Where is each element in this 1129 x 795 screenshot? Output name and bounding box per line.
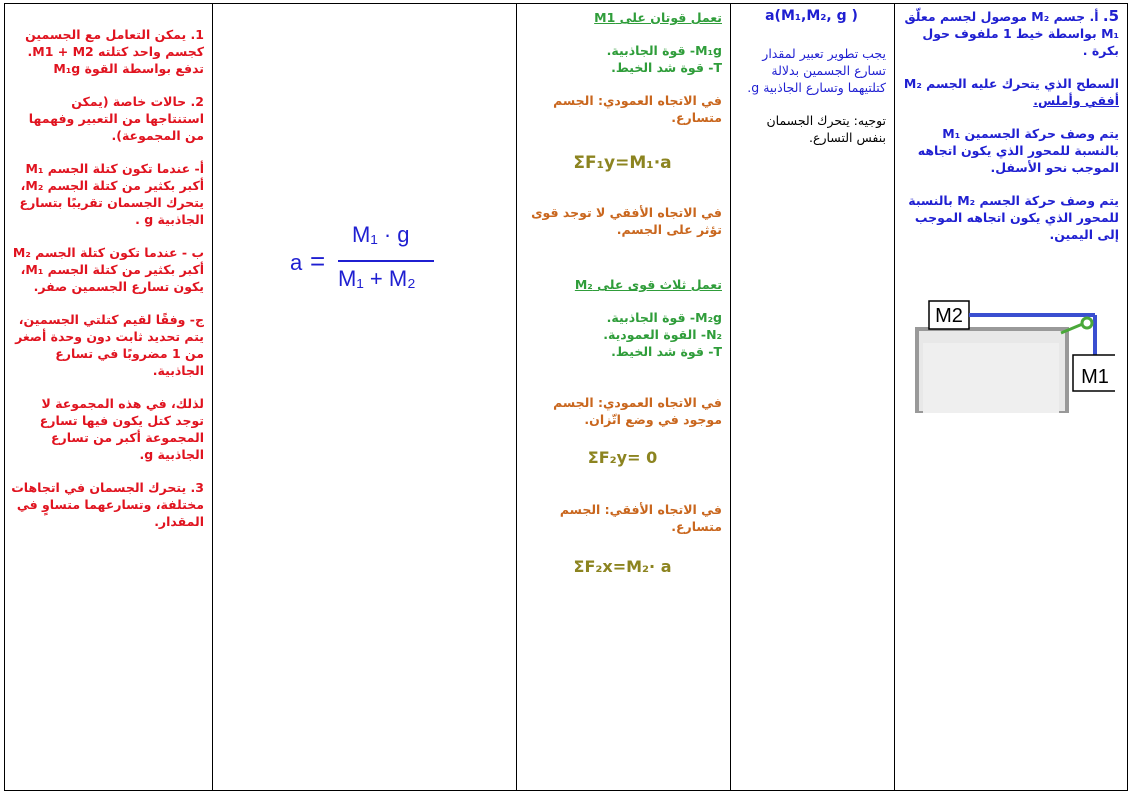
force-m1-gravity: M₁g- قوة الجاذبية. bbox=[606, 43, 722, 58]
force-m2-tension: T- قوة شد الخيط. bbox=[611, 344, 722, 359]
fraction-bar bbox=[338, 260, 434, 262]
table-front bbox=[923, 343, 1059, 413]
conclusion-2c: ج- وفقًا لقيم كتلتي الجسمين، يتم تحديد ثابت دون وحدة أصغر من 1 مضروبًا في تسارع الجاذبية. bbox=[15, 312, 204, 378]
formula-denominator: M₁ + M₂ bbox=[338, 266, 416, 291]
force-m2-normal: N₂- القوة العمودية. bbox=[603, 327, 722, 342]
guidance-text: توجيه: يتحرك الجسمان بنفس التسارع. bbox=[766, 113, 886, 145]
m2-vertical-text: في الاتجاه العمودي: الجسم موجود في وضع اتّزان. bbox=[553, 395, 722, 427]
m1-vertical-text: في الاتجاه العمودي: الجسم متسارع. bbox=[553, 93, 722, 125]
conclusion-therefore: لذلك، في هذه المجموعة لا توجد كتل يكون فيها تسارع المجموعة أكبر من تسارع الجاذبية g. bbox=[39, 396, 204, 462]
eq-sum-f2x: ΣF₂x=M₂· a bbox=[573, 557, 672, 576]
pulley-wheel bbox=[1082, 318, 1092, 328]
conclusion-2b: ب - عندما تكون كتلة الجسم M₂ أكبر بكثير من كتلة الجسم M₁، يكون تسارع الجسمين صفر. bbox=[12, 245, 204, 294]
problem-cell bbox=[895, 4, 1128, 791]
conclusion-2: 2. حالات خاصة (يمكن استنتاجها من التعبير وفهمها من المجموعة). bbox=[28, 94, 204, 143]
forces-m1-heading: تعمل قوتان على M1 bbox=[594, 10, 722, 25]
target-cell bbox=[731, 4, 895, 791]
conclusion-2a: أ- عندما تكون كتلة الجسم M₁ أكبر بكثير من كتلة الجسم M₂، يتحرك الجسمان تقريبًا بتسارع الجاذبية g . bbox=[19, 161, 204, 227]
eq-sum-f1y: ΣF₁y=M₁·a bbox=[573, 153, 672, 173]
force-m2-gravity: M₂g- قوة الجاذبية. bbox=[606, 310, 722, 325]
conclusion-3: 3. يتحرك الجسمان في اتجاهات مختلفة، وتسارعهما متساوٍ في المقدار. bbox=[11, 480, 204, 529]
formula-equals: = bbox=[310, 246, 326, 276]
m2-horizontal-text: في الاتجاه الأفقي: الجسم متسارع. bbox=[559, 502, 722, 534]
content-table bbox=[4, 3, 1128, 791]
m1-horizontal-text: في الاتجاه الأفقي لا توجد قوى تؤثر على الجسم. bbox=[531, 205, 722, 237]
eq-sum-f2y: ΣF₂y= 0 bbox=[587, 448, 658, 467]
problem-intro: 5. أ. جسم M₂ موصول لجسم معلّق M₁ بواسطة خيط 1 ملفوف حول بكرة . bbox=[904, 7, 1119, 58]
target-text: يجب تطوير تعبير لمقدار تسارع الجسمين بدلالة كتلتيهما وتسارع الجاذبية g. bbox=[747, 46, 886, 95]
forces-cell bbox=[517, 4, 731, 791]
problem-surface: السطح الذي يتحرك عليه الجسم M₂ أفقي وأملس. bbox=[903, 76, 1119, 108]
pulley-diagram bbox=[915, 289, 1115, 413]
target-header: a(M₁,M₂, g ) bbox=[765, 8, 858, 24]
label-m2: M2 bbox=[934, 304, 963, 327]
force-m1-tension: T- قوة شد الخيط. bbox=[611, 60, 722, 75]
acceleration-formula bbox=[290, 222, 440, 302]
formula-numerator: M₁ · g bbox=[352, 222, 410, 247]
label-m1: M1 bbox=[1080, 365, 1109, 388]
conclusions-cell bbox=[5, 4, 213, 791]
problem-axis-m2: يتم وصف حركة الجسم M₂ بالنسبة للمحور الذي يكون اتجاهه الموجب إلى اليمين. bbox=[908, 193, 1119, 242]
conclusion-1: 1. يمكن التعامل مع الجسمين كجسم واحد كتلته M1 + M2. تدفع بواسطة القوة M₁g bbox=[25, 27, 204, 76]
forces-m2-heading: تعمل ثلاث قوى على M₂ bbox=[574, 277, 722, 292]
formula-a: a bbox=[290, 250, 303, 275]
problem-axis-m1: يتم وصف حركة الجسمين M₁ بالنسبة للمحور الذي يكون اتجاهه الموجب نحو الأسفل. bbox=[917, 126, 1119, 175]
formula-cell bbox=[213, 4, 517, 791]
